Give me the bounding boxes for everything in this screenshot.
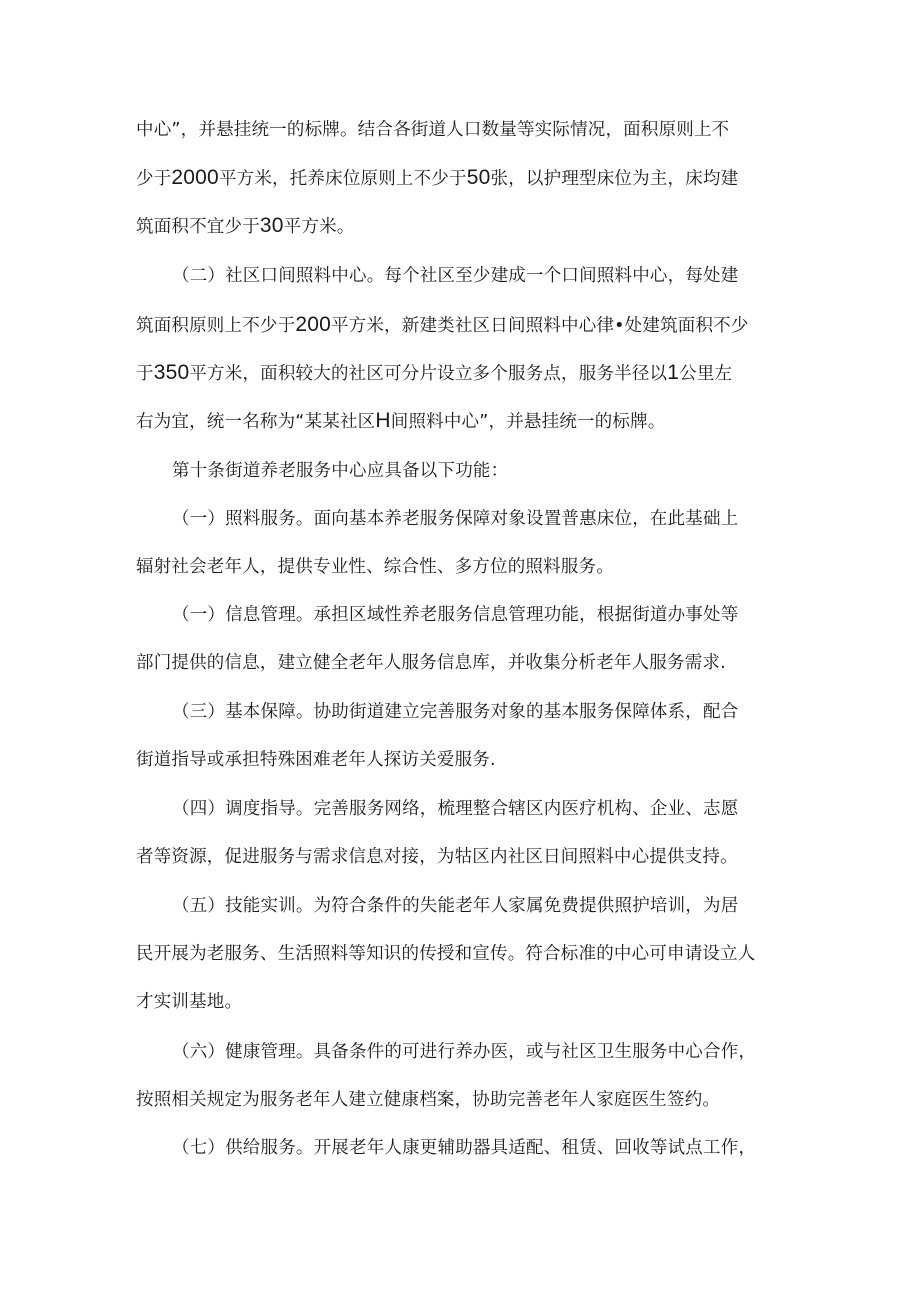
text-line: （七）供给服务。开展老年人康更辅助器具适配、租赁、回收等试点工作， — [172, 1138, 757, 1158]
text-line: （三）基本保障。协助街道建立完善服务对象的基本服务保障体系，配合 — [172, 702, 739, 722]
text-line: 筑面积原则上不少于200平方米，新建类社区日间照料中心律•处建筑面积不少 — [136, 313, 749, 336]
text-line: 第十条街道养老服务中心应具备以下功能： — [172, 461, 509, 481]
text-line: （五）技能实训。为符合条件的失能老年人家属免费提供照护培训，为居 — [172, 896, 739, 916]
text-line: 民开展为老服务、生活照料等知识的传授和宣传。符合标准的中心可申请设立人 — [136, 944, 756, 964]
text-line: （二）社区口间照料中心。每个社区至少建成一个口间照料中心，每处建 — [172, 266, 739, 286]
text-line: 右为宜，统一名称为“某某社区H间照料中心”，并悬挂统一的标牌。 — [136, 409, 666, 432]
text-line: 筑面积不宜少于30平方米。 — [136, 214, 355, 237]
text-line: （一）照料服务。面向基本养老服务保障对象设置普惠床位，在此基础上 — [172, 509, 739, 529]
text-line: （一）信息管理。承担区域性养老服务信息管理功能，根据街道办事处等 — [172, 605, 739, 625]
text-line: 部门提供的信息，建立健全老年人服务信息库，并收集分析老年人服务需求. — [136, 653, 726, 673]
text-line: 才实训基地。 — [136, 992, 243, 1012]
text-line: 辐射社会老年人，提供专业性、综合性、多方位的照料服务。 — [136, 557, 614, 577]
text-line: （六）健康管理。具备条件的可进行养办医，或与社区卫生服务中心合作， — [172, 1042, 757, 1062]
text-line: 者等资源，促进服务与需求信息对接，为牯区内社区日间照料中心提供支持。 — [136, 847, 738, 867]
text-line: 中心”，并悬挂统一的标牌。结合各街道人口数量等实际情况，面积原则上不 — [136, 120, 730, 140]
text-line: （四）调度指导。完善服务网络，梳理整合辖区内医疗机构、企业、志愿 — [172, 799, 739, 819]
text-line: 于350平方米，面积较大的社区可分片设立多个服务点，服务半径以1公里左 — [136, 361, 733, 384]
text-line: 少于2000平方米，托养床位原则上不少于50张，以护理型床位为主，床均建 — [136, 166, 739, 189]
text-line: 街道指导或承担特殊困难老年人探访关爱服务. — [136, 750, 496, 770]
text-line: 按照相关规定为服务老年人建立健康档案，协助完善老年人家庭医生签约。 — [136, 1090, 721, 1110]
